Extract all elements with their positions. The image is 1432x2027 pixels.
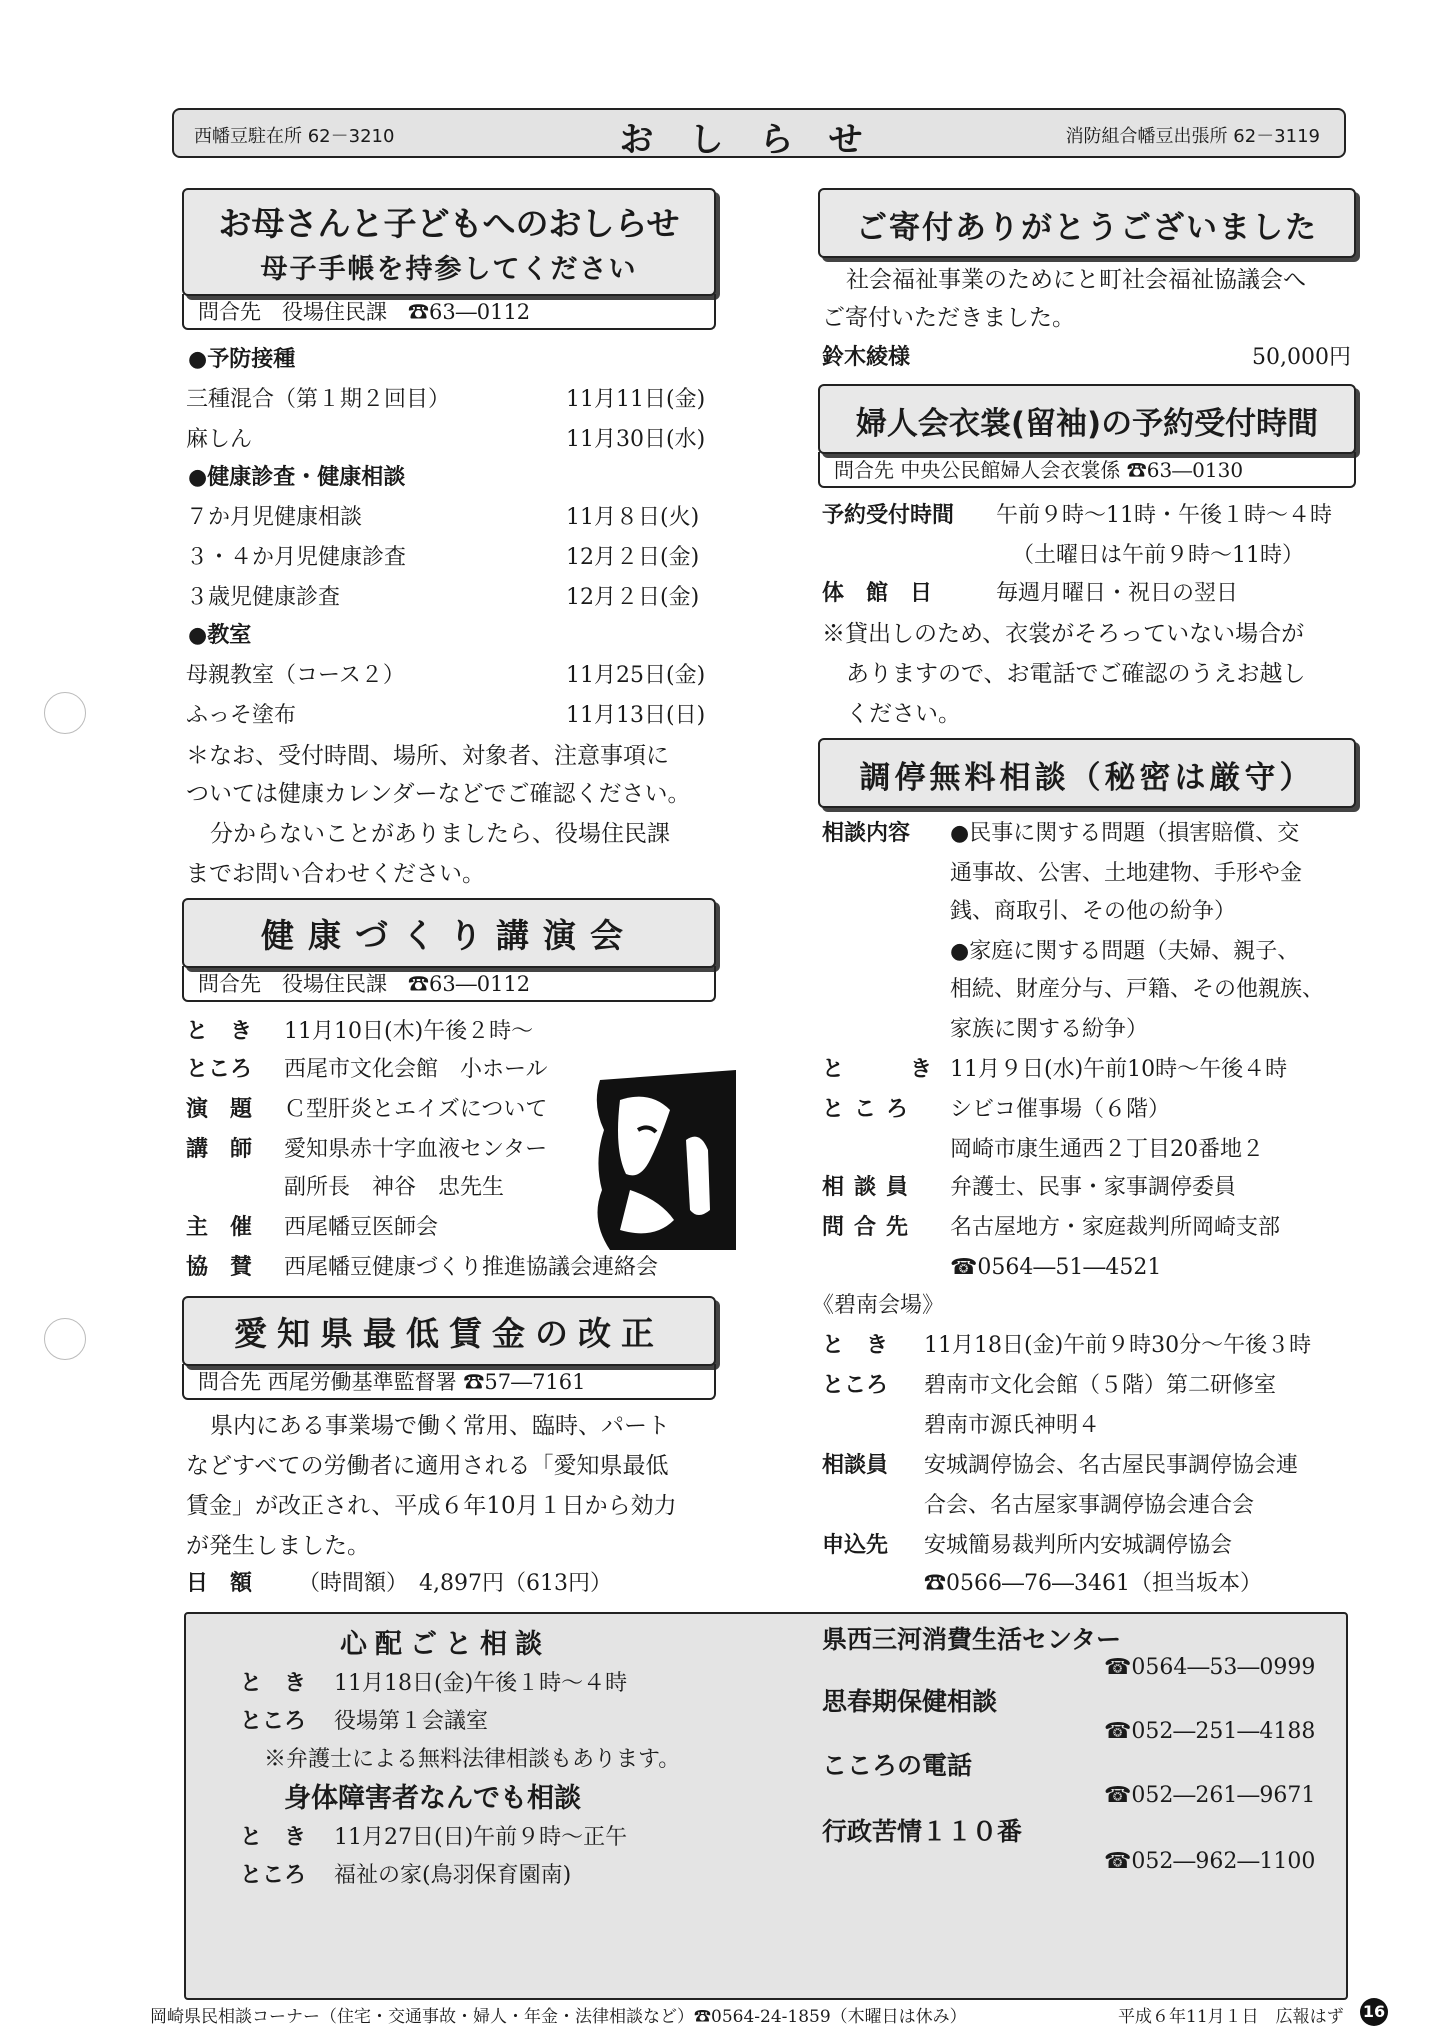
schedule-label: ３歳児健康診査	[186, 585, 341, 610]
field-value: 岡崎市康生通西２丁目20番地２	[950, 1137, 1264, 1162]
wage-text: などすべての労働者に適用される「愛知県最低	[186, 1453, 669, 1479]
field-label: 相談員	[822, 1453, 889, 1478]
schedule-label: 三種混合（第１期２回目）	[186, 387, 451, 412]
schedule-label: ふっそ塗布	[186, 703, 297, 728]
punch-hole	[44, 692, 86, 734]
donation-text: ご寄付いただきました。	[822, 305, 1075, 331]
field-value: 11月18日(金)午後１時～４時	[334, 1671, 628, 1696]
field-label: と き	[240, 1671, 307, 1696]
field-label: ところ	[186, 1057, 253, 1082]
field-value: 碧南市源氏神明４	[924, 1413, 1101, 1438]
mediation-title-box	[818, 738, 1356, 808]
page-number: 16	[1360, 1998, 1388, 2026]
punch-hole	[44, 1318, 86, 1360]
wage-text: 賃金」が改正され、平成６年10月１日から効力	[186, 1493, 677, 1519]
lecture-contact: 問合先 役場住民課 ☎63―0112	[182, 966, 716, 1002]
adolescent-health-name: 思春期保健相談	[822, 1687, 998, 1716]
lecture-title: 健康づくり講演会	[261, 916, 637, 955]
field-label: 相談員	[822, 1175, 919, 1200]
costume-title: 婦人会衣裳(留袖)の予約受付時間	[855, 406, 1319, 442]
schedule-date: 11月13日(日)	[566, 703, 706, 728]
wage-title-box	[182, 1296, 716, 1366]
section-class: ●教室	[188, 623, 252, 648]
donation-title-box	[818, 188, 1356, 258]
worry-note: ※弁護士による無料法律相談もあります。	[264, 1747, 681, 1772]
admin-complaint-name: 行政苦情１１０番	[822, 1817, 1023, 1846]
schedule-date: 11月８日(火)	[566, 505, 700, 530]
field-label: ところ	[240, 1709, 307, 1734]
costume-note: ください。	[846, 701, 961, 727]
field-label: 主 催	[186, 1215, 253, 1240]
mother-subtitle: 母子手帳を持参してください	[260, 254, 638, 285]
field-value: 名古屋地方・家庭裁判所岡崎支部	[950, 1215, 1281, 1240]
field-label: 協 賛	[186, 1255, 253, 1280]
worry-title: 心配ごと相談	[340, 1629, 550, 1660]
footer-issue-date: 平成６年11月１日 広報はず	[1118, 2007, 1344, 2027]
schedule-date: 11月30日(水)	[566, 427, 706, 452]
field-value: Ｃ型肝炎とエイズについて	[284, 1097, 548, 1122]
field-value: 安城調停協会、名古屋民事調停協会連	[924, 1453, 1299, 1478]
field-value: 11月18日(金)午前９時30分～午後３時	[924, 1333, 1312, 1358]
wage-text: が発生しました。	[186, 1533, 370, 1559]
donor-name: 鈴木綾様	[822, 345, 911, 370]
mother-title-box	[182, 188, 716, 296]
section-health: ●健康診査・健康相談	[188, 465, 406, 490]
field-value: ☎0564―51―4521	[950, 1255, 1162, 1280]
schedule-date: 12月２日(金)	[566, 585, 700, 610]
field-label: 相談内容	[822, 821, 911, 846]
schedule-label: 麻しん	[186, 427, 253, 452]
wage-text: 県内にある事業場で働く常用、臨時、パート	[210, 1413, 670, 1439]
field-value: 碧南市文化会館（５階）第二研修室	[924, 1373, 1277, 1398]
mother-note: 分からないことがありましたら、役場住民課	[210, 821, 670, 847]
field-value: 11月９日(水)午前10時～午後４時	[950, 1057, 1288, 1082]
mother-note: までお問い合わせください。	[186, 861, 485, 887]
field-value: 西尾市文化会館 小ホール	[284, 1057, 548, 1082]
field-value: （土曜日は午前９時～11時）	[1012, 543, 1304, 568]
field-label: と き	[822, 1057, 955, 1082]
schedule-label: 母親教室（コース２）	[186, 663, 405, 688]
phone-number: ☎052―261―9671	[1104, 1783, 1316, 1808]
consumer-center-name: 県西三河消費生活センター	[822, 1625, 1122, 1654]
lecture-title-box	[182, 898, 716, 968]
donation-amount: 50,000円	[1252, 345, 1351, 370]
donation-title: ご寄付ありがとうございました	[856, 210, 1318, 246]
field-value: 西尾幡豆健康づくり推進協議会連絡会	[284, 1255, 659, 1280]
disability-title: 身体障害者なんでも相談	[284, 1783, 581, 1814]
field-value: 安城簡易裁判所内安城調停協会	[924, 1533, 1233, 1558]
page-header	[172, 108, 1346, 158]
field-value: 役場第１会議室	[334, 1709, 489, 1734]
mother-note: ついては健康カレンダーなどでご確認ください。	[186, 781, 691, 807]
field-label: 日 額	[186, 1571, 253, 1596]
field-value: 合会、名古屋家事調停協会連合会	[924, 1493, 1255, 1518]
field-value: ☎0566―76―3461（担当坂本）	[924, 1571, 1262, 1596]
section-vaccine: ●予防接種	[188, 347, 296, 372]
field-value: 毎週月曜日・祝日の翌日	[996, 581, 1239, 606]
field-label: 申込先	[822, 1533, 889, 1558]
costume-title-box	[818, 384, 1356, 454]
field-label: と き	[240, 1825, 307, 1850]
field-value: 愛知県赤十字血液センター	[284, 1137, 548, 1162]
field-value: 福祉の家(鳥羽保育園南)	[334, 1863, 572, 1888]
field-label: ところ	[240, 1863, 307, 1888]
mediation-title: 調停無料相談（秘密は厳守）	[859, 760, 1315, 796]
schedule-label: ７か月児健康相談	[186, 505, 363, 530]
wage-title: 愛知県最低賃金の改正	[234, 1314, 664, 1353]
field-value: 11月27日(日)午前９時～正午	[334, 1825, 628, 1850]
header-left-contact: 西幡豆駐在所 62－3210	[194, 126, 395, 147]
schedule-date: 11月11日(金)	[566, 387, 706, 412]
phone-number: ☎0564―53―0999	[1104, 1655, 1316, 1680]
field-label: 演 題	[186, 1097, 253, 1122]
field-value: ●家庭に関する問題（夫婦、親子、	[950, 939, 1300, 964]
field-value: 西尾幡豆医師会	[284, 1215, 439, 1240]
wage-contact: 問合先 西尾労働基準監督署 ☎57―7161	[182, 1364, 716, 1400]
phone-number: ☎052―962―1100	[1104, 1849, 1316, 1874]
field-label: 講 師	[186, 1137, 253, 1162]
field-value: 相続、財産分与、戸籍、その他親族、	[950, 977, 1325, 1002]
field-value: 副所長 神谷 忠先生	[284, 1175, 505, 1200]
footer-consult-corner: 岡崎県民相談コーナー（住宅・交通事故・婦人・年金・法律相談など）☎0564-24-1859（木曜日は休み）	[150, 2007, 967, 2027]
schedule-date: 11月25日(金)	[566, 663, 706, 688]
mother-note: ＊なお、受付時間、場所、対象者、注意事項に	[186, 743, 669, 769]
schedule-date: 12月２日(金)	[566, 545, 700, 570]
field-label: 体 館 日	[822, 581, 933, 606]
donation-text: 社会福祉事業のためにと町社会福祉協議会へ	[846, 267, 1306, 293]
field-value: 弁護士、民事・家事調停委員	[950, 1175, 1237, 1200]
field-value: 家族に関する紛争）	[950, 1017, 1149, 1042]
field-value: 午前９時～11時・午後１時～４時	[996, 503, 1332, 528]
field-value: （時間額） 4,897円（613円）	[298, 1571, 612, 1596]
field-value: 銭、商取引、その他の紛争）	[950, 899, 1237, 924]
costume-note: ありますので、お電話でご確認のうえお越し	[846, 661, 1306, 687]
schedule-label: ３・４か月児健康診査	[186, 545, 407, 570]
header-right-contact: 消防組合幡豆出張所 62－3119	[1065, 126, 1320, 147]
field-value: ●民事に関する問題（損害賠償、交	[950, 821, 1300, 846]
field-label: ところ	[822, 1097, 919, 1122]
costume-contact: 問合先 中央公民館婦人会衣裳係 ☎63―0130	[818, 452, 1356, 488]
field-value: 11月10日(木)午後２時～	[284, 1019, 534, 1044]
mother-contact: 問合先 役場住民課 ☎63―0112	[182, 294, 716, 330]
field-label: 予約受付時間	[822, 503, 955, 528]
phone-number: ☎052―251―4188	[1104, 1719, 1316, 1744]
field-label: 問合先	[822, 1215, 919, 1240]
face-illustration	[590, 1070, 736, 1250]
field-value: 通事故、公害、土地建物、手形や金	[950, 861, 1303, 886]
field-value: シビコ催事場（６階）	[950, 1097, 1171, 1122]
hekinan-heading: 《碧南会場》	[812, 1293, 945, 1318]
kokoro-phone-name: こころの電話	[822, 1751, 973, 1780]
field-label: ところ	[822, 1373, 889, 1398]
header-title: おしらせ	[619, 120, 899, 160]
field-label: と き	[822, 1333, 889, 1358]
field-label: と き	[186, 1019, 253, 1044]
costume-note: ※貸出しのため、衣裳がそろっていない場合が	[822, 621, 1305, 647]
mother-title: お母さんと子どもへのおしらせ	[218, 204, 680, 243]
